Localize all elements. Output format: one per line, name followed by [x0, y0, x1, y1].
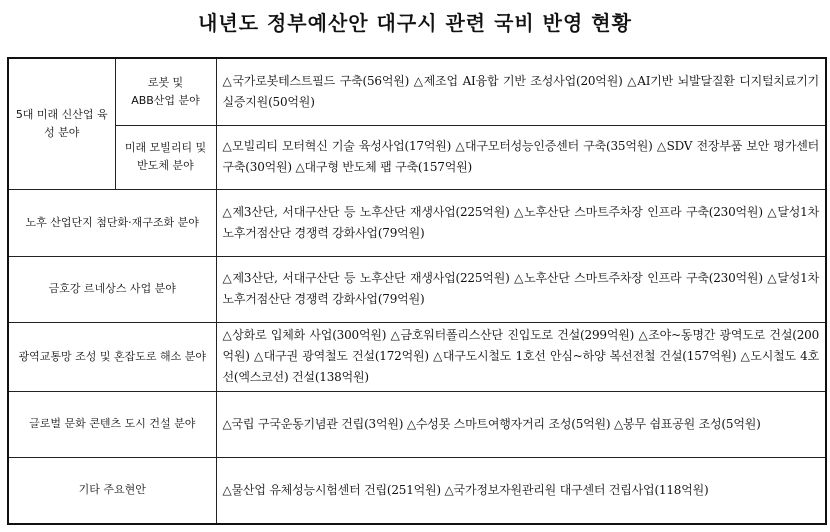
description-cell: △상화로 입체화 사업(300억원) △금호워터폴리스산단 진입도로 건설(299억원) △조야~동명간 광역도로 건설(200억원) △대구권 광역철도 건설(172억원) △대구도시철도 1호선 안심~하양 복선전철 건설(157억원) △도시철도 4호선(엑스코선) 건설(138억원): [216, 322, 826, 391]
description-cell: △국가로봇테스트필드 구축(56억원) △제조업 AI융합 기반 조성사업(20억원) △AI기반 뇌발달질환 디지털치료기기 실증지원(50억원): [216, 58, 826, 125]
category-cell: 노후 산업단지 첨단화·재구조화 분야: [8, 189, 216, 256]
description-cell: △모빌리티 모터혁신 기술 육성사업(17억원) △대구모터성능인증센터 구축(35억원) △SDV 전장부품 보안 평가센터 구축(30억원) △대구형 반도체 팹 구축(157억원): [216, 125, 826, 189]
description-cell: △물산업 유체성능시험센터 건립(251억원) △국가정보자원관리원 대구센터 건립사업(118억원): [216, 457, 826, 524]
page-title: 내년도 정부예산안 대구시 관련 국비 반영 현황: [198, 11, 632, 35]
table-row: [8, 391, 826, 457]
description-cell: △제3산단, 서대구산단 등 노후산단 재생사업(225억원) △노후산단 스마트주차장 인프라 구축(230억원) △달성1차 노후거점산단 경쟁력 강화사업(79억원): [216, 256, 826, 322]
subcategory-cell: 미래 모빌리티 및 반도체 분야: [115, 125, 216, 189]
category-cell: 광역교통망 조성 및 혼잡도로 해소 분야: [8, 322, 216, 391]
table-row: [8, 58, 826, 125]
table-row: [8, 189, 826, 256]
description-cell: △국립 구국운동기념관 건립(3억원) △수성못 스마트여행자거리 조성(5억원) △봉무 쉼표공원 조성(5억원): [216, 391, 826, 457]
category-cell: 글로벌 문화 콘텐츠 도시 건설 분야: [8, 391, 216, 457]
table-row: [8, 322, 826, 391]
table-row: [8, 125, 826, 189]
category-cell: 5대 미래 신산업 육성 분야: [8, 58, 115, 189]
table-row: [8, 256, 826, 322]
description-cell: △제3산단, 서대구산단 등 노후산단 재생사업(225억원) △노후산단 스마트주차장 인프라 구축(230억원) △달성1차 노후거점산단 경쟁력 강화사업(79억원): [216, 189, 826, 256]
budget-table: [7, 57, 827, 525]
table-row: [8, 457, 826, 524]
subcategory-cell: 로봇 및 ABB산업 분야: [115, 58, 216, 125]
category-cell: 기타 주요현안: [8, 457, 216, 524]
category-cell: 금호강 르네상스 사업 분야: [8, 256, 216, 322]
